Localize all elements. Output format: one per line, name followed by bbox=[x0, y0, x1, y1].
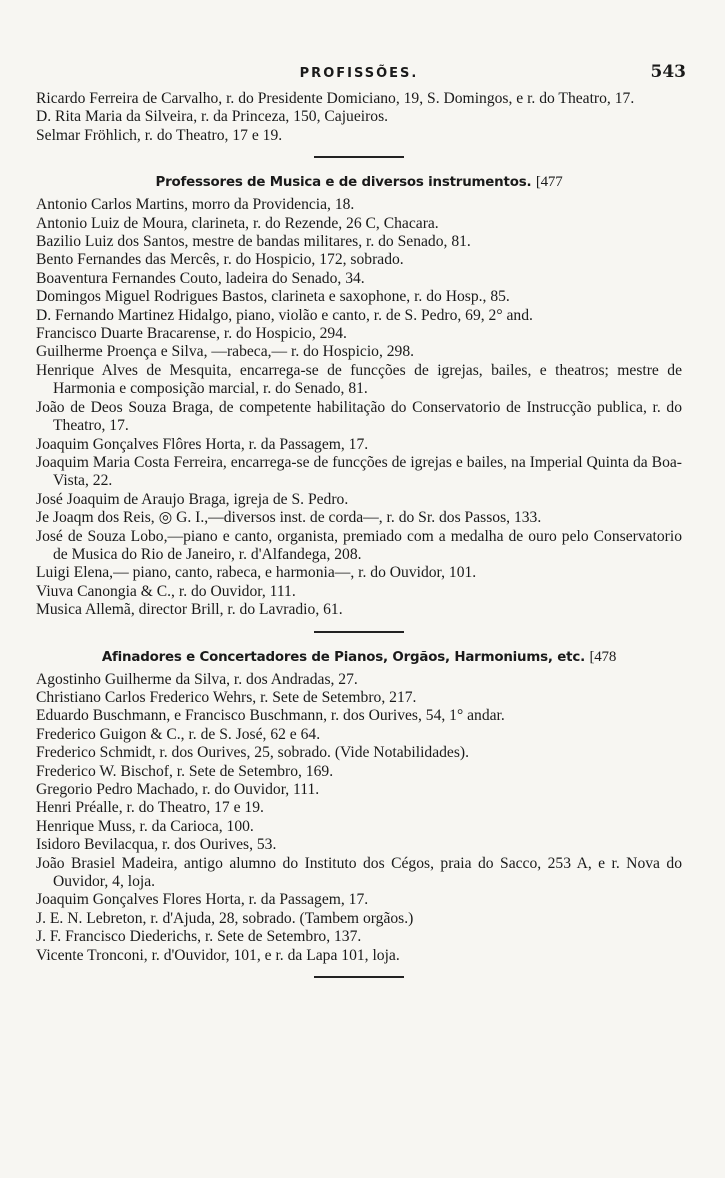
list-item: Frederico Schmidt, r. dos Ourives, 25, sobrado. (Vide Notabilidades). bbox=[36, 744, 470, 762]
page-number: 543 bbox=[650, 62, 686, 82]
list-item: Francisco Duarte Bracarense, r. do Hospicio, 294. bbox=[36, 325, 347, 343]
list-item: Henrique Muss, r. da Carioca, 100. bbox=[36, 817, 254, 835]
list-item: Joaquim Gonçalves Flôres Horta, r. da Passagem, 17. bbox=[36, 435, 369, 453]
running-title: PROFISSÕES. bbox=[299, 66, 419, 81]
list-item: J. E. N. Lebreton, r. d'Ajuda, 28, sobrado. (Tambem orgãos.) bbox=[36, 909, 414, 927]
list-item: Boaventura Fernandes Couto, ladeira do Senado, 34. bbox=[36, 269, 365, 287]
directory-page bbox=[36, 60, 686, 990]
list-item: João Brasiel Madeira, antigo alumno do Instituto dos Cégos, praia do Sacco, 253 A, e r. Nova do Ouvidor, 4, loja. bbox=[36, 854, 682, 891]
page-header bbox=[36, 60, 686, 90]
list-item: Viuva Canongia & C., r. do Ouvidor, 111. bbox=[36, 582, 296, 600]
list-item: Isidoro Bevilacqua, r. dos Ourives, 53. bbox=[36, 836, 277, 854]
list-item: Gregorio Pedro Machado, r. do Ouvidor, 111. bbox=[36, 781, 320, 798]
top-entries bbox=[36, 90, 682, 145]
list-item: José Joaquim de Araujo Braga, igreja de S. Pedro. bbox=[36, 490, 349, 508]
list-item: Frederico W. Bischof, r. Sete de Setembro, 169. bbox=[36, 762, 334, 780]
list-item: Henrique Alves de Mesquita, encarrega-se de funcções de igrejas, bailes, e theatros; mestre de Harmonia e composição marcial, r. do Senado, 81. bbox=[36, 361, 682, 398]
section-code: [477 bbox=[535, 174, 563, 191]
section-divider bbox=[314, 631, 404, 633]
section-code: [478 bbox=[589, 648, 617, 665]
list-item: Antonio Carlos Martins, morro da Providencia, 18. bbox=[36, 196, 355, 214]
section-title-text: Afinadores e Concertadores de Pianos, Orgãos, Harmoniums, etc. bbox=[101, 649, 585, 665]
list-item: Joaquim Gonçalves Flores Horta, r. da Passagem, 17. bbox=[36, 891, 369, 909]
list-item: Musica Allemã, director Brill, r. do Lavradio, 61. bbox=[36, 601, 343, 619]
section-divider bbox=[314, 976, 404, 978]
list-item: Bento Fernandes das Mercês, r. do Hospicio, 172, sobrado. bbox=[36, 251, 404, 269]
list-item: Antonio Luiz de Moura, clarineta, r. do Rezende, 26 C, Chacara. bbox=[36, 214, 439, 232]
list-item: Luigi Elena,— piano, canto, rabeca, e harmonia—, r. do Ouvidor, 101. bbox=[36, 564, 477, 582]
list-item: Selmar Fröhlich, r. do Theatro, 17 e 19. bbox=[36, 126, 283, 144]
list-item: Guilherme Proença e Silva, —rabeca,— r. do Hospicio, 298. bbox=[36, 343, 415, 361]
list-item: Henri Préalle, r. do Theatro, 17 e 19. bbox=[36, 799, 264, 817]
list-item: Bazilio Luiz dos Santos, mestre de bandas militares, r. do Senado, 81. bbox=[36, 233, 471, 251]
section-music-teachers bbox=[36, 172, 682, 619]
list-item: José de Souza Lobo,—piano e canto, organista, premiado com a medalha de ouro pelo Conservatorio de Musica do Rio de Janeiro, r. d'Alfandega, 208. bbox=[36, 527, 682, 563]
section-title bbox=[36, 647, 682, 668]
section-title-text: Professores de Musica e de diversos instrumentos. bbox=[155, 175, 532, 191]
list-item: Je Joaqm dos Reis, ◎ G. I.,—diversos inst. de corda—, r. do Sr. dos Passos, 133. bbox=[36, 509, 542, 527]
list-item: Vicente Tronconi, r. d'Ouvidor, 101, e r. da Lapa 101, loja. bbox=[36, 946, 400, 964]
list-item: Ricardo Ferreira de Carvalho, r. do Presidente Domiciano, 19, S. Domingos, e r. do Theatro, 17. bbox=[36, 90, 635, 107]
list-item: Christiano Carlos Frederico Wehrs, r. Sete de Setembro, 217. bbox=[36, 688, 417, 706]
list-item: Domingos Miguel Rodrigues Bastos, clarineta e saxophone, r. do Hosp., 85. bbox=[36, 288, 510, 306]
section-piano-tuners bbox=[36, 647, 682, 966]
list-item: João de Deos Souza Braga, de competente habilitação do Conservatorio de Instrucção publica, r. do Theatro, 17. bbox=[36, 398, 682, 435]
list-item: Frederico Guigon & C., r. de S. José, 62 e 64. bbox=[36, 725, 321, 743]
list-item: Agostinho Guilherme da Silva, r. dos Andradas, 27. bbox=[36, 670, 358, 688]
list-item: Eduardo Buschmann, e Francisco Buschmann, r. dos Ourives, 54, 1° andar. bbox=[36, 707, 505, 725]
list-item: D. Fernando Martinez Hidalgo, piano, violão e canto, r. de S. Pedro, 69, 2° and. bbox=[36, 306, 533, 324]
list-item: D. Rita Maria da Silveira, r. da Princeza, 150, Cajueiros. bbox=[36, 108, 389, 126]
section-title bbox=[36, 172, 682, 193]
section-divider bbox=[314, 156, 404, 158]
list-item: Joaquim Maria Costa Ferreira, encarrega-se de funcções de igrejas e bailes, na Imperial Quinta da Boa-Vista, 22. bbox=[36, 453, 682, 490]
list-item: J. F. Francisco Diederichs, r. Sete de Setembro, 137. bbox=[36, 928, 362, 946]
